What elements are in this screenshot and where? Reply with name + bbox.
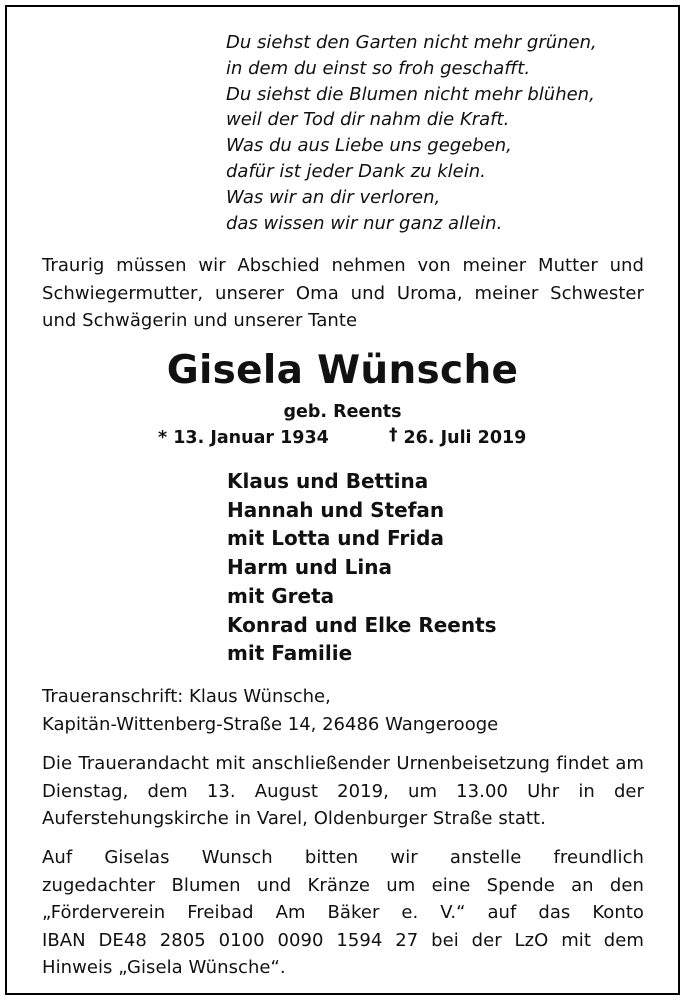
family-member: Hannah und Stefan bbox=[227, 497, 445, 522]
family-list bbox=[227, 467, 497, 668]
birth-name: geb. Reents bbox=[283, 402, 402, 422]
family-member: Harm und Lina bbox=[227, 555, 392, 580]
mourning-address bbox=[42, 683, 498, 738]
poem-line: Was wir an dir verloren, bbox=[226, 186, 441, 208]
family-member: mit Familie bbox=[227, 641, 353, 666]
family-member: mit Greta bbox=[227, 583, 335, 608]
address-line: Kapitän-Wittenberg-Straße 14, 26486 Wangerooge bbox=[42, 713, 499, 735]
death-date: 26. Juli 2019 bbox=[403, 428, 527, 448]
intro-text: Traurig müssen wir Abschied nehmen von meiner Mutter und Schwiegermutter, unserer Oma und Uroma, meiner Schwester und Schwägerin und unserer Tante bbox=[42, 255, 644, 331]
deceased-name: Gisela Wünsche bbox=[166, 348, 519, 393]
service-text: Die Trauerandacht mit anschließender Urnenbeisetzung findet am Dienstag, dem 13. August 2019, um 13.00 Uhr in der Auferstehungskirche in Varel, Oldenburger Straße statt. bbox=[42, 753, 644, 829]
birth-date: * 13. Januar 1934 bbox=[158, 428, 329, 448]
poem-line: Was du aus Liebe uns gegeben, bbox=[226, 135, 512, 157]
family-member: Konrad und Elke Reents bbox=[227, 612, 497, 637]
family-member: Klaus und Bettina bbox=[227, 469, 429, 493]
family-member: mit Lotta und Frida bbox=[227, 526, 444, 551]
donation-line: IBAN DE48 2805 0100 0090 1594 27 bei der LzO mit dem bbox=[42, 929, 644, 951]
donation-line: „Förderverein Freibad Am Bäker e. V.“ auf das Konto bbox=[42, 902, 644, 923]
poem-line: Du siehst den Garten nicht mehr grünen, bbox=[226, 32, 597, 53]
poem-line: weil der Tod dir nahm die Kraft. bbox=[226, 109, 510, 131]
poem-line: in dem du einst so froh geschafft. bbox=[226, 57, 531, 79]
donation-text bbox=[42, 844, 644, 982]
poem-line: dafür ist jeder Dank zu klein. bbox=[226, 160, 486, 182]
donation-line: Auf Giselas Wunsch bitten wir anstelle freundlich bbox=[42, 847, 644, 868]
donation-line: Hinweis „Gisela Wünsche“. bbox=[42, 957, 286, 978]
poem bbox=[226, 30, 597, 236]
poem-line: Du siehst die Blumen nicht mehr blühen, bbox=[226, 83, 595, 105]
poem-line: das wissen wir nur ganz allein. bbox=[226, 212, 503, 234]
donation-line: zugedachter Blumen und Kränze um eine Spende an den bbox=[42, 874, 644, 896]
death-date-line bbox=[389, 426, 526, 450]
address-line: Traueranschrift: Klaus Wünsche, bbox=[42, 686, 331, 707]
death-cross-icon: † bbox=[389, 425, 398, 445]
